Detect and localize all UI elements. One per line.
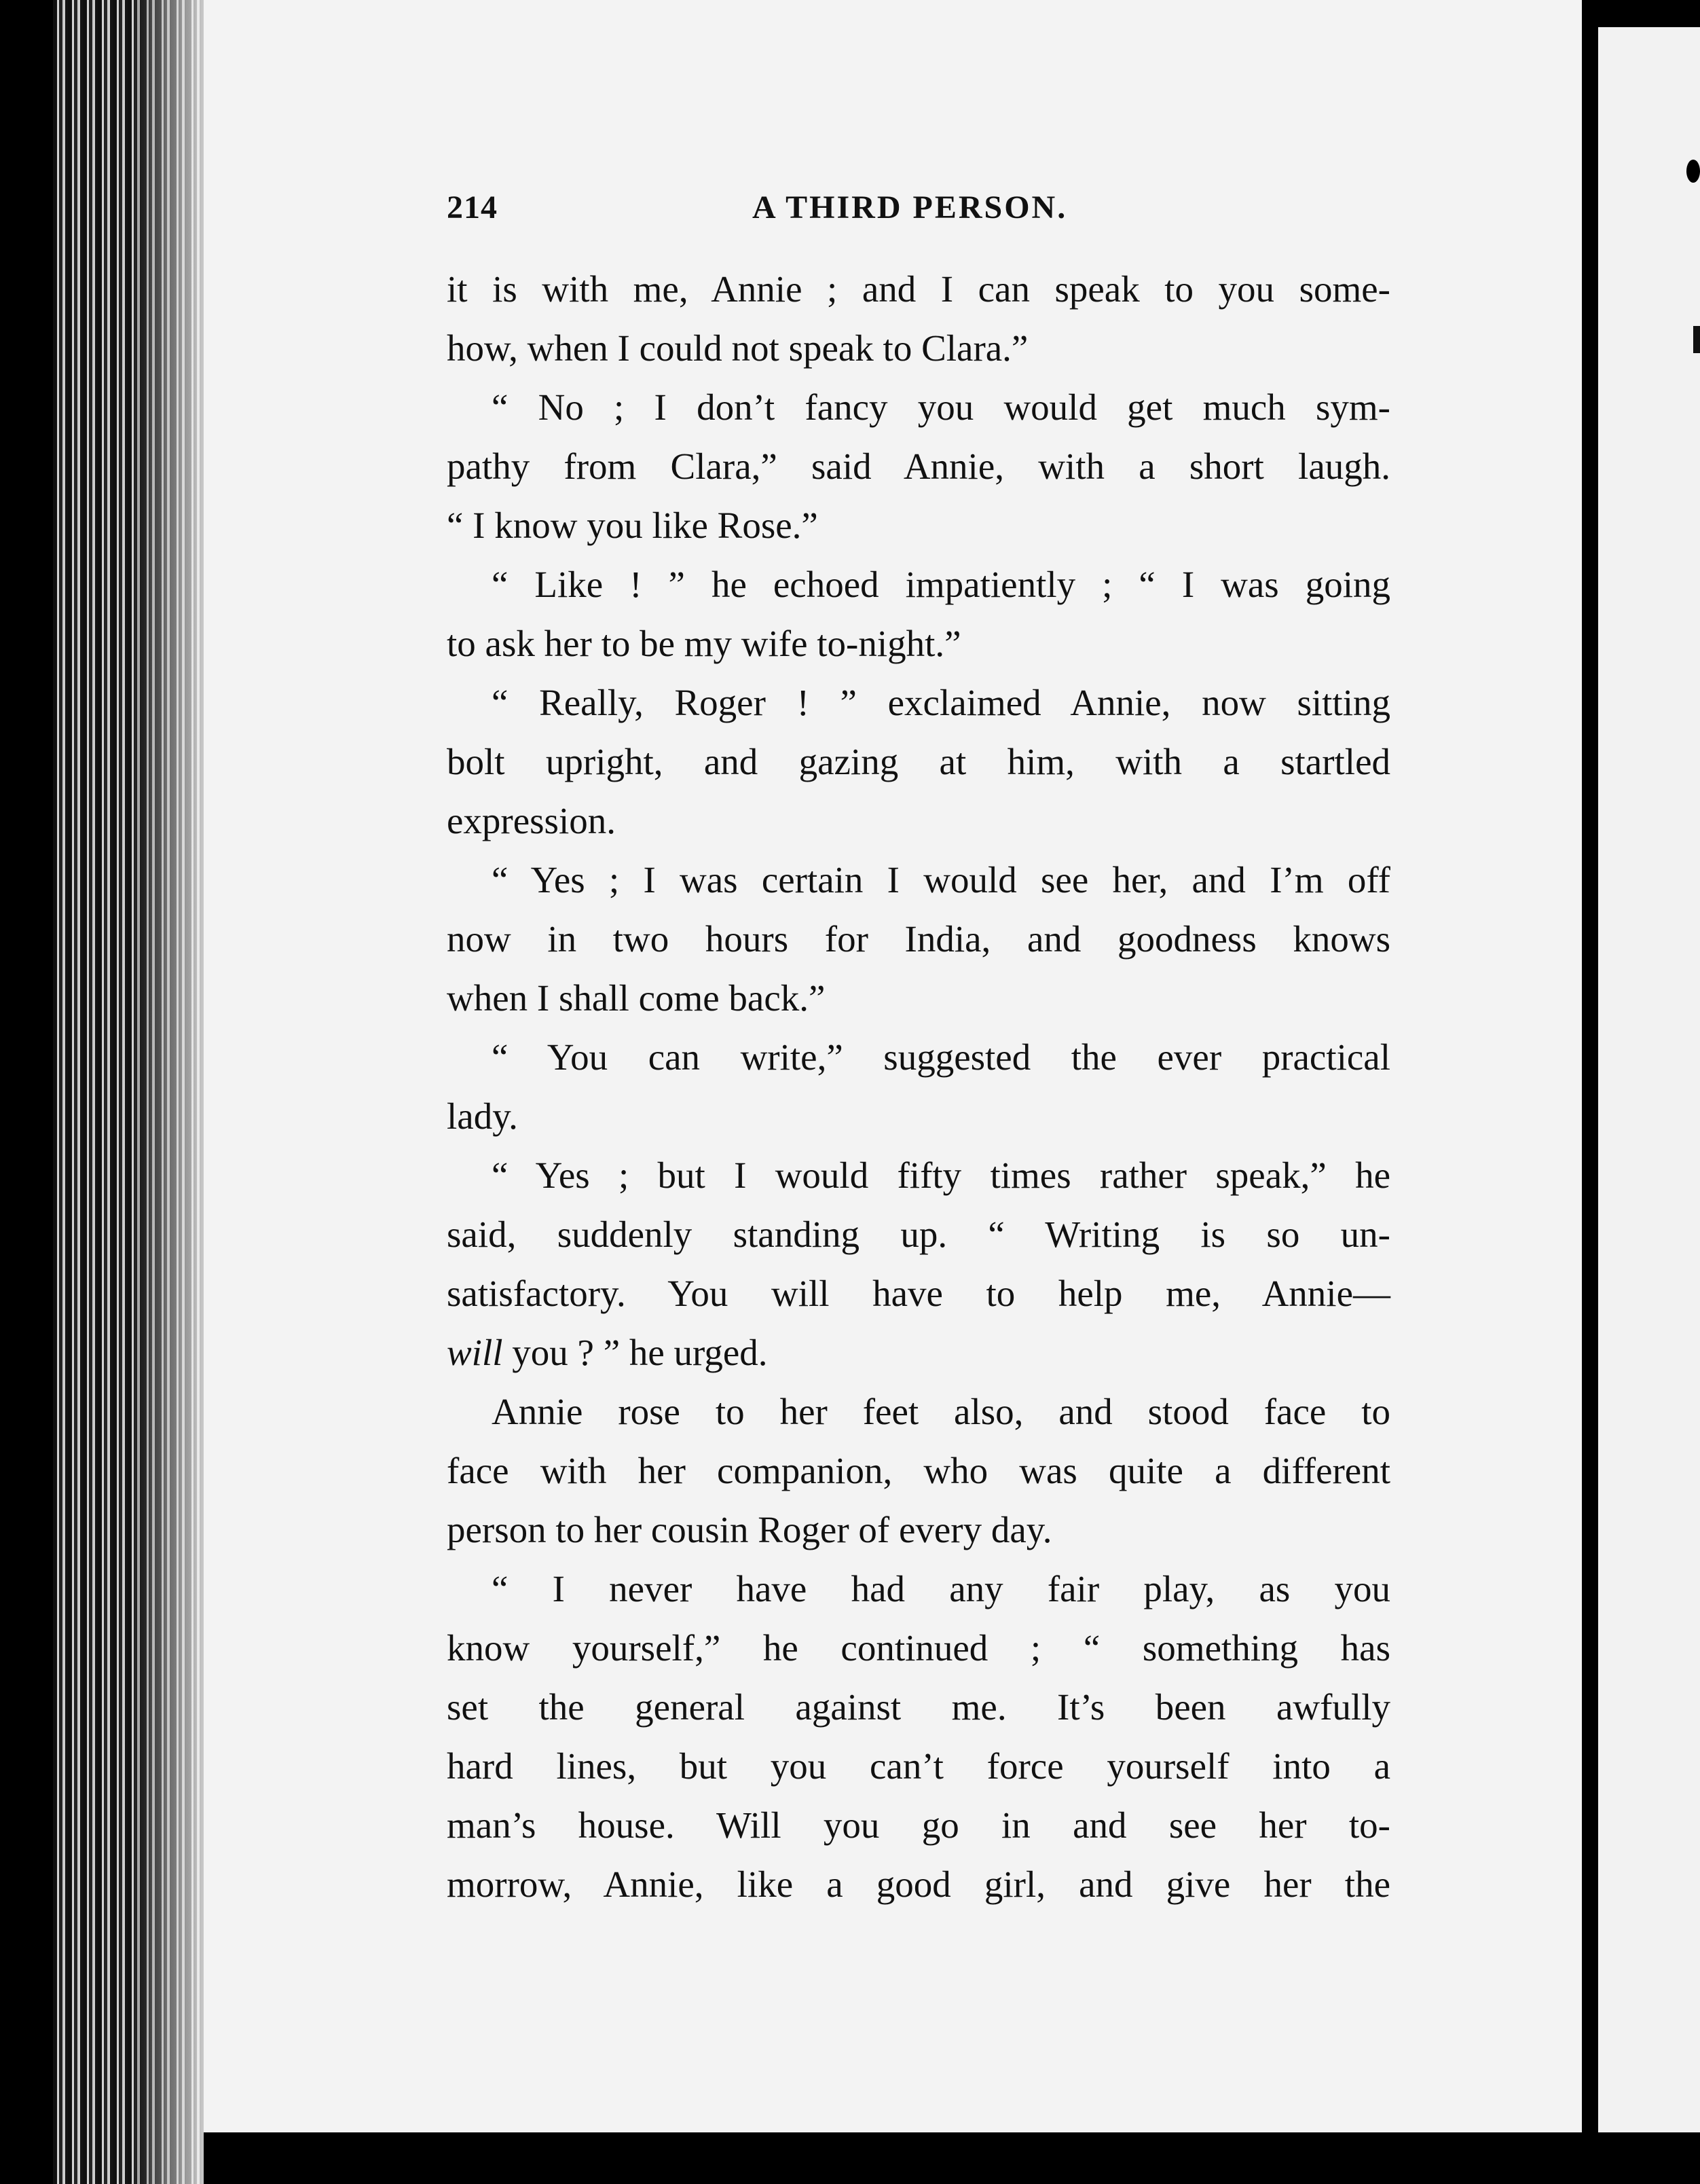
text-line: “ Like ! ” he echoed impatiently ; “ I was going (492, 564, 1390, 605)
text-line: morrow, Annie, like a good girl, and give her the (447, 1863, 1390, 1905)
italic-word: will (447, 1332, 503, 1373)
text-line: “ Yes ; I was certain I would see her, and I’m off (492, 859, 1390, 900)
text-line: satisfactory. You will have to help me, Annie— (447, 1273, 1390, 1314)
text-line: person to her cousin Roger of every day. (447, 1509, 1052, 1550)
text-line: “ I never have had any fair play, as you (492, 1568, 1390, 1609)
text-line: how, when I could not speak to Clara.” (447, 327, 1029, 369)
ink-mark (1686, 160, 1700, 183)
text-line: face with her companion, who was quite a different (447, 1450, 1390, 1491)
running-title: A THIRD PERSON. (752, 189, 1068, 225)
text-line: now in two hours for India, and goodness knows (447, 918, 1390, 960)
text-line: “ I know you like Rose.” (447, 505, 818, 546)
text-line: know yourself,” he continued ; “ something has (447, 1627, 1390, 1669)
book-gutter (1582, 0, 1598, 2184)
page-edges-shading (136, 0, 210, 2184)
page-number: 214 (447, 189, 498, 225)
text-line: it is with me, Annie ; and I can speak to you some- (447, 268, 1390, 310)
text-line: pathy from Clara,” said Annie, with a short laugh. (447, 445, 1390, 487)
text-line: when I shall come back.” (447, 977, 826, 1019)
text-line (447, 1323, 1390, 1382)
body-text (447, 259, 1390, 1914)
text-line: set the general against me. It’s been awfully (447, 1686, 1390, 1728)
text-line: “ No ; I don’t fancy you would get much sym- (492, 386, 1390, 428)
text-line: “ You can write,” suggested the ever practical (492, 1036, 1390, 1078)
text-line: to ask her to be my wife to-night.” (447, 623, 961, 664)
text-fragment: you ? ” he urged. (502, 1332, 768, 1373)
ink-mark (1693, 326, 1700, 353)
text-line: lady. (447, 1095, 518, 1137)
text-line: hard lines, but you can’t force yourself into a (447, 1745, 1390, 1787)
running-head (447, 189, 1397, 230)
text-line: “ Yes ; but I would fifty times rather speak,” he (492, 1154, 1390, 1196)
text-line: bolt upright, and gazing at him, with a startled (447, 741, 1390, 782)
text-line: “ Really, Roger ! ” exclaimed Annie, now sitting (492, 682, 1390, 723)
text-line: expression. (447, 800, 616, 841)
facing-page-sliver (1598, 27, 1700, 2132)
page-bottom-border (204, 2132, 1595, 2184)
text-line: Annie rose to her feet also, and stood face to (492, 1391, 1390, 1432)
text-line: man’s house. Will you go in and see her to- (447, 1804, 1390, 1846)
text-line: said, suddenly standing up. “ Writing is so un- (447, 1214, 1390, 1255)
